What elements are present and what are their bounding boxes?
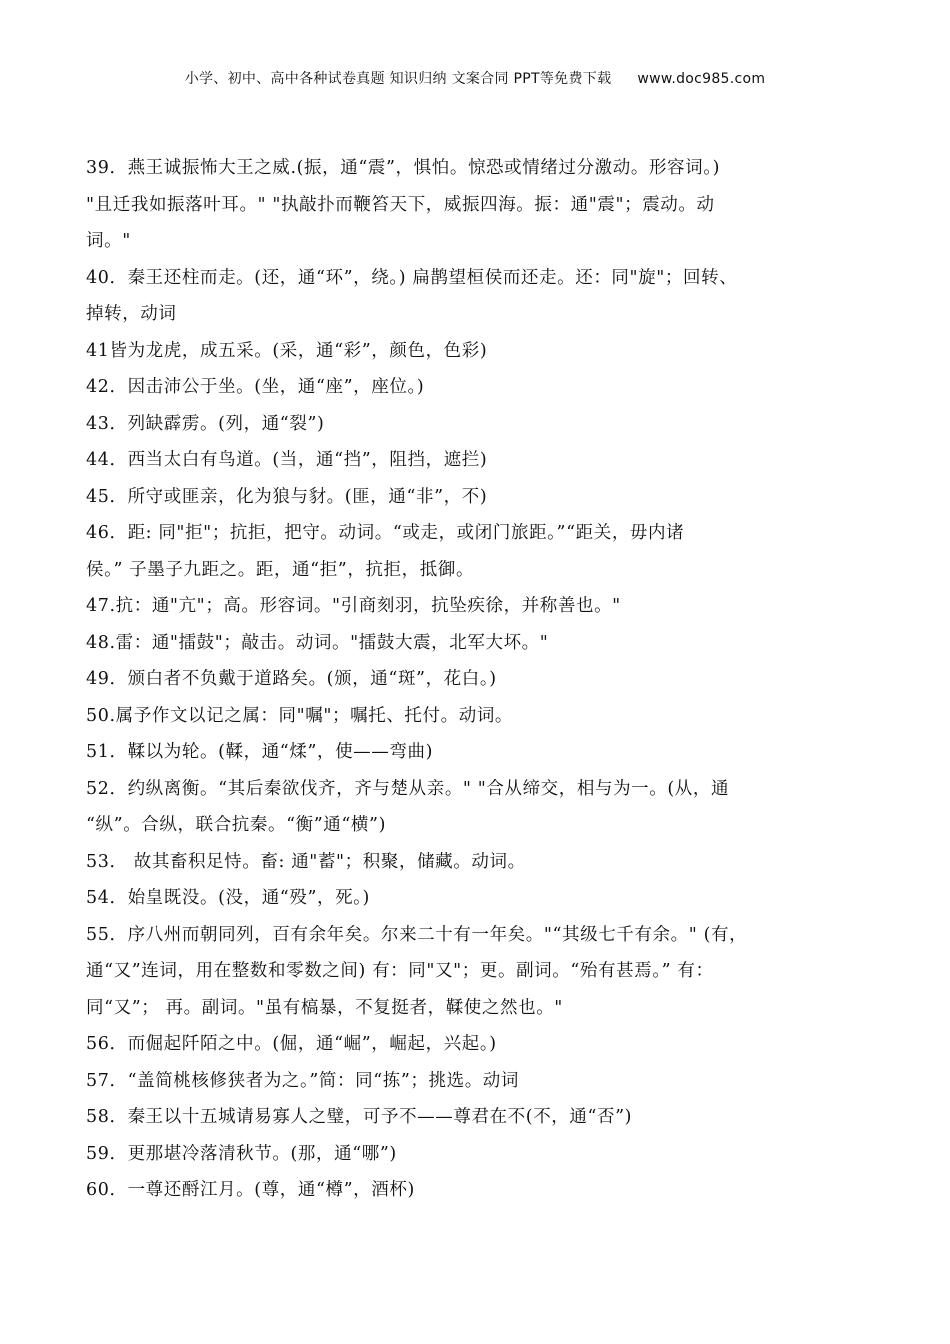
- text-line: "且迁我如振落叶耳。" "执敲扑而鞭笞天下，威振四海。振：通"震"；震动。动: [86, 194, 715, 215]
- text-line: 45．所守或匪亲，化为狼与豺。(匪，通“非”，不): [86, 486, 488, 507]
- text-line: 46．距: 同"拒"；抗拒，把守。动词。“或走，或闭门旅距。”“距关，毋内诸: [86, 523, 685, 543]
- text-line: 40．秦王还柱而走。(还，通“环”，绕。) 扁鹊望桓侯而还走。还：同"旋"；回转、: [86, 267, 738, 288]
- text-line: 掉转，动词: [86, 304, 177, 324]
- text-line: 53． 故其畜积足恃。畜: 通"蓄"；积聚，储藏。动词。: [86, 851, 526, 872]
- text-line: 41皆为龙虎，成五采。(采，通“彩”，颜色，色彩): [86, 340, 488, 361]
- text-line: 43．列缺霹雳。(列，通“裂”): [86, 413, 325, 434]
- text-line: 42．因击沛公于坐。(坐，通“座”，座位。): [86, 377, 425, 397]
- header-text: 小学、初中、高中各种试卷真题 知识归纳 文案合同 PPT等免费下载: [184, 71, 612, 87]
- text-line: 通“又”连词，用在整数和零数之间) 有：同"又"；更。副词。“殆有甚焉。” 有：: [86, 961, 714, 981]
- text-line: 58．秦王以十五城请易寡人之璧，可予不——尊君在不(不，通“否”): [86, 1107, 633, 1127]
- text-line: 56．而倔起阡陌之中。(倔，通“崛”，崛起，兴起。): [86, 1034, 497, 1054]
- text-line: 词。": [86, 231, 131, 251]
- header-url: www.doc985.com: [637, 71, 766, 87]
- page-header: [0, 68, 950, 88]
- text-line: 54．始皇既没。(没，通“殁”，死。): [86, 888, 370, 908]
- text-line: “纵”。合纵，联合抗秦。“衡”通“横”): [86, 815, 387, 835]
- text-line: 52．约纵离衡。“其后秦欲伐齐，齐与楚从亲。" "合从缔交，相与为一。(从，通: [86, 778, 730, 799]
- text-line: 47.抗：通"亢"；高。形容词。"引商刻羽，抗坠疾徐，并称善也。": [86, 596, 621, 616]
- text-line: 50.属予作文以记之属：同"嘱"；嘱托、托付。动词。: [86, 705, 514, 726]
- text-line: 49．颁白者不负戴于道路矣。(颁，通“斑”，花白。): [86, 669, 497, 689]
- text-line: 侯。” 子墨子九距之。距，通“拒”，抗拒，抵御。: [86, 559, 475, 580]
- document-body: [86, 150, 876, 1209]
- text-line: 59．更那堪冷落清秋节。(那，通“哪”): [86, 1143, 397, 1164]
- text-line: 48.雷：通"擂鼓"；敲击。动词。"擂鼓大震，北军大坏。": [86, 632, 549, 653]
- text-line: 39．燕王诚振怖大王之威.(振，通“震”，惧怕。惊恐或情绪过分激动。形容词。): [86, 158, 721, 178]
- text-line: 同“又”； 再。副词。"虽有槁暴，不复挺者，鞣使之然也。": [86, 997, 563, 1018]
- text-line: 57．“盖简桃核修狭者为之。”简：同“拣”；挑选。动词: [86, 1070, 520, 1091]
- text-line: 51．鞣以为轮。(鞣，通“煣”，使——弯曲): [86, 742, 434, 762]
- text-line: 44．西当太白有鸟道。(当，通“挡”，阻挡，遮拦): [86, 450, 488, 470]
- text-line: 55．序八州而朝同列，百有余年矣。尔来二十有一年矣。"“其级七千有余。" (有，: [86, 924, 748, 945]
- text-line: 60．一尊还酹江月。(尊，通“樽”，酒杯): [86, 1180, 415, 1200]
